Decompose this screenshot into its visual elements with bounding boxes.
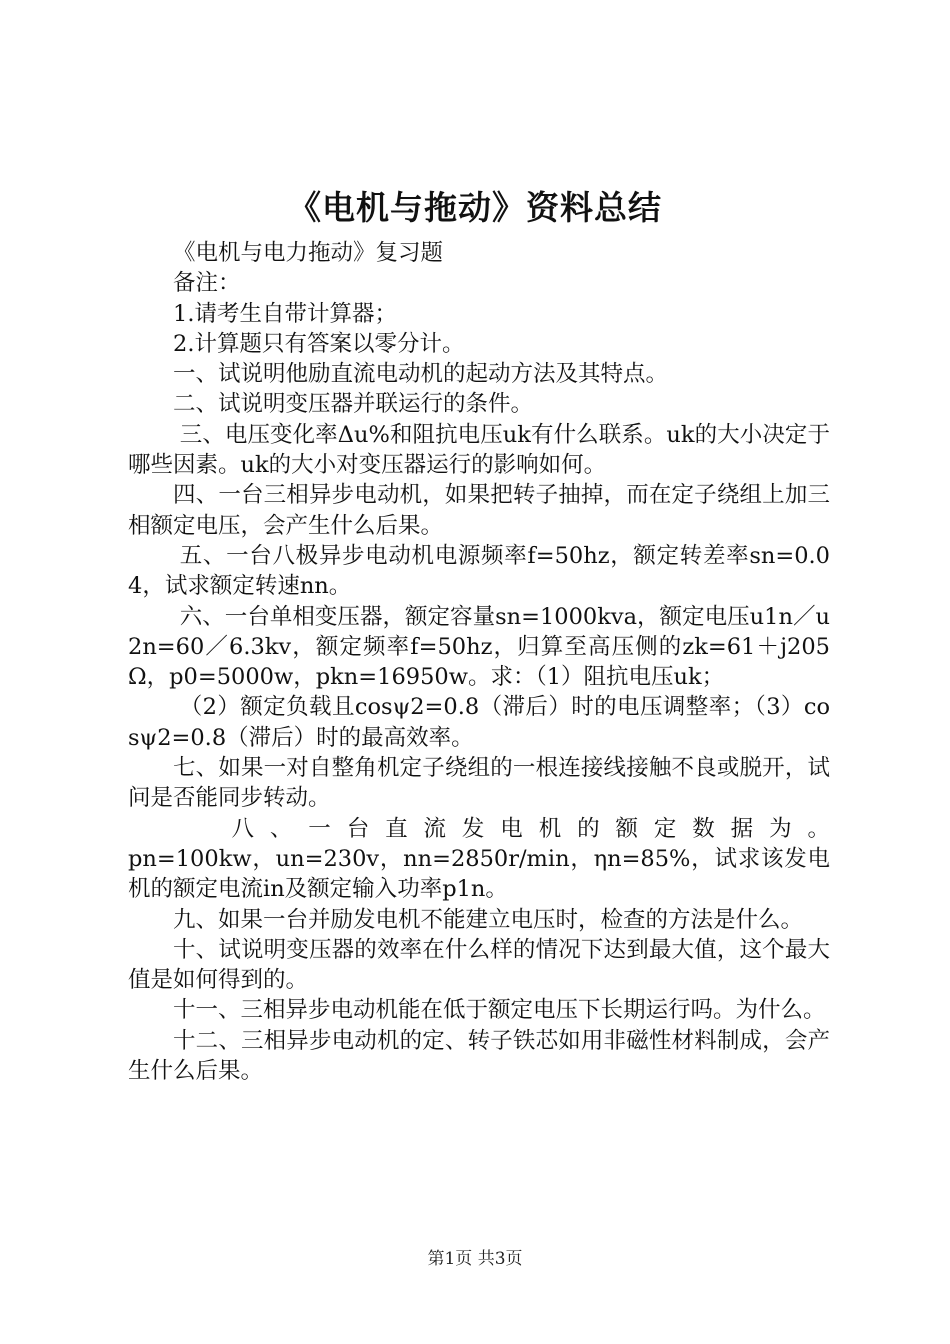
question-paragraph: 三、电压变化率Δu%和阻抗电压uk有什么联系。uk的大小决定于哪些因素。uk的大小对变压器运行的影响如何。 bbox=[128, 421, 830, 479]
question-paragraph: 九、如果一台并励发电机不能建立电压时，检查的方法是什么。 bbox=[173, 906, 804, 933]
question-subparts: （2）额定负载且cosψ2=0.8（滞后）时的电压调整率；（3）cosψ2=0.8（滞后）时的最高效率。 bbox=[128, 694, 830, 751]
question-paragraph: 十、试说明变压器的效率在什么样的情况下达到最大值，这个最大值是如何得到的。 bbox=[128, 936, 830, 994]
question-paragraph: 二、试说明变压器并联运行的条件。 bbox=[173, 391, 534, 418]
question-paragraph: 七、如果一对自整角机定子绕组的一根连接线接触不良或脱开，试问是否能同步转动。 bbox=[128, 755, 830, 812]
question-paragraph: 十二、三相异步电动机的定、转子铁芯如用非磁性材料制成，会产生什么后果。 bbox=[128, 1027, 830, 1085]
question-paragraph: 一、试说明他励直流电动机的起动方法及其特点。 bbox=[173, 361, 669, 388]
subtitle-paragraph: 《电机与电力拖动》复习题 bbox=[173, 240, 444, 266]
question-paragraph: 五、一台八极异步电动机电源频率f=50hz，额定转差率sn=0.04，试求额定转速nn。 bbox=[128, 542, 830, 600]
document-body bbox=[128, 238, 830, 1086]
document-title: 《电机与拖动》资料总结 bbox=[288, 188, 662, 227]
question-continuation: pn=100kw，un=230v，nn=2850r/min，ηn=85%，试求该发电机的额定电流in及额定输入功率p1n。 bbox=[128, 845, 830, 903]
note-item: 1.请考生自带计算器； bbox=[173, 300, 397, 327]
question-paragraph: 四、一台三相异步电动机，如果把转子抽掉，而在定子绕组上加三相额定电压，会产生什么后果。 bbox=[128, 482, 830, 539]
question-paragraph: 六、一台单相变压器，额定容量sn=1000kva，额定电压u1n／u2n=60／6.3kv，额定频率f=50hz，归算至高压侧的zk=61＋j205Ω，p0=5000w，pkn=16950w。求：（1）阻抗电压uk； bbox=[128, 603, 830, 691]
question-paragraph: 十一、三相异步电动机能在低于额定电压下长期运行吗。为什么。 bbox=[173, 997, 826, 1024]
note-item: 2.计算题只有答案以零分计。 bbox=[173, 330, 465, 357]
question-paragraph: 八、一台直流发电机的额定数据为。 bbox=[231, 815, 830, 842]
page-footer: 第1页 共3页 bbox=[427, 1249, 523, 1269]
note-heading: 备注： bbox=[173, 270, 241, 297]
